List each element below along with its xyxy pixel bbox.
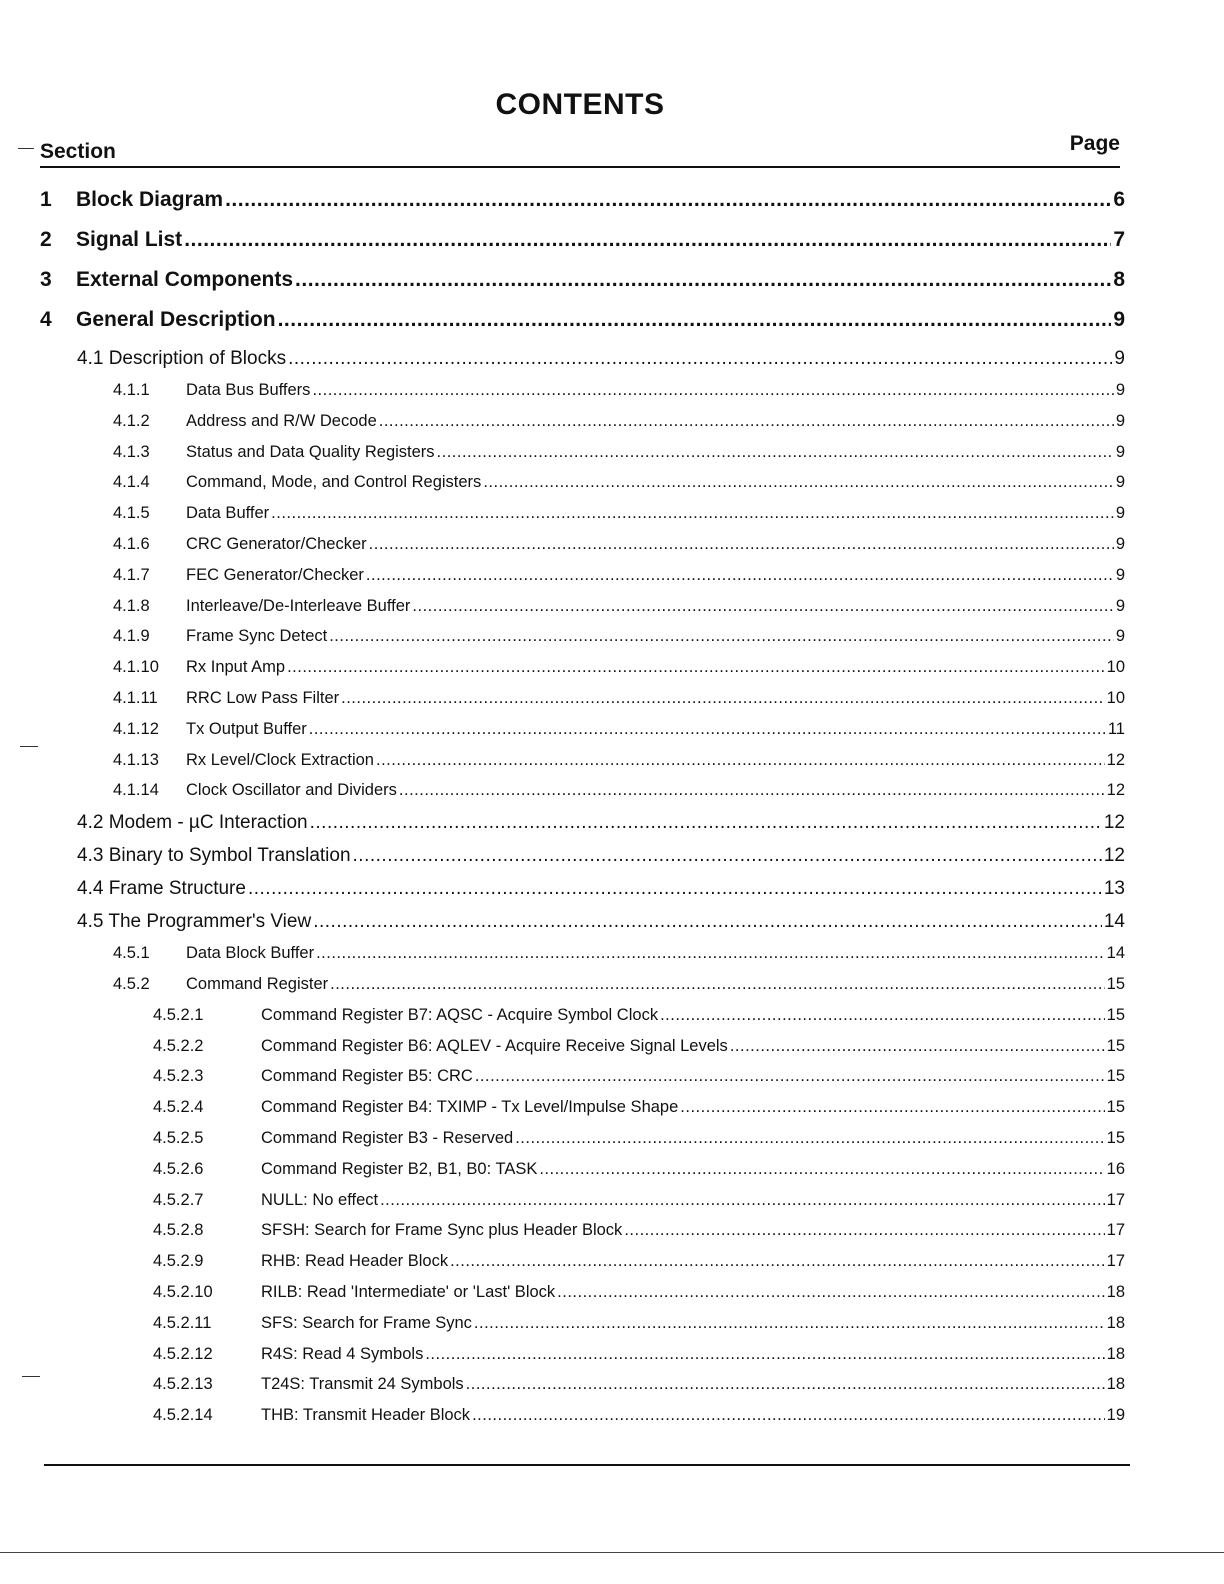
section-column-label: Section <box>40 140 116 163</box>
toc-entry <box>40 1314 1125 1345</box>
toc-entry <box>40 1160 1125 1191</box>
toc-entry-number: 4.1.4 <box>113 473 150 492</box>
toc-entry-title: 4.4 Frame Structure <box>77 878 246 900</box>
toc-entry-title: RRC Low Pass Filter <box>186 688 340 707</box>
dot-leader <box>271 504 1114 523</box>
toc-entry <box>40 1098 1125 1129</box>
dot-leader <box>680 1098 1104 1117</box>
toc-entry-title: External Components <box>76 268 294 291</box>
dot-leader <box>288 348 1112 370</box>
toc-entry-page: 9 <box>1115 596 1125 615</box>
toc-entry <box>40 268 1125 308</box>
toc-entry <box>40 1375 1125 1406</box>
toc-entry-page: 6 <box>1113 188 1125 211</box>
toc-entry-page: 14 <box>1103 911 1125 933</box>
toc-entry-page: 9 <box>1115 442 1125 461</box>
toc-entry-number: 4.5.2.6 <box>153 1159 204 1178</box>
toc-entry-number: 4.5.2.14 <box>153 1406 213 1425</box>
dot-leader <box>450 1252 1105 1271</box>
margin-mark <box>20 746 38 747</box>
dot-leader <box>557 1283 1104 1302</box>
margin-mark <box>18 148 34 149</box>
toc-entry-title: Data Block Buffer <box>186 944 315 963</box>
toc-entry-number: 4.5.2.4 <box>153 1098 204 1117</box>
toc-entry-number: 4 <box>40 308 52 331</box>
toc-entry-number: 4.1.7 <box>113 565 150 584</box>
dot-leader <box>474 1314 1105 1333</box>
toc-entry-title: Command Register B6: AQLEV - Acquire Receive Signal Levels <box>261 1036 728 1055</box>
toc-entry-title: Rx Input Amp <box>186 658 286 677</box>
toc-entry <box>40 1221 1125 1252</box>
toc-entry-number: 4.5.2.9 <box>153 1252 204 1271</box>
toc-entry <box>40 228 1125 268</box>
toc-entry <box>40 1191 1125 1222</box>
toc-entry-number: 4.1.13 <box>113 750 159 769</box>
dot-leader <box>425 1345 1104 1364</box>
toc-entry <box>40 1345 1125 1376</box>
toc-entry-page: 18 <box>1106 1282 1125 1301</box>
toc-header <box>40 130 1120 168</box>
toc-entry-number: 4.1.8 <box>113 596 150 615</box>
toc-entry-title: Command Register B5: CRC <box>261 1067 473 1086</box>
toc-entry-title: Tx Output Buffer <box>186 719 307 738</box>
toc-entry <box>40 566 1125 597</box>
bottom-rule <box>44 1464 1130 1466</box>
toc-entry-title: 4.1 Description of Blocks <box>77 348 287 369</box>
table-of-contents <box>40 188 1125 1437</box>
dot-leader <box>278 308 1112 332</box>
dot-leader <box>248 878 1102 900</box>
page-column-label: Page <box>1069 132 1120 155</box>
dot-leader <box>730 1037 1105 1056</box>
toc-entry-page: 15 <box>1106 1036 1125 1055</box>
toc-entry <box>40 188 1125 228</box>
toc-entry-title: Signal List <box>76 228 183 251</box>
toc-entry <box>40 689 1125 720</box>
toc-entry-page: 10 <box>1106 688 1125 707</box>
dot-leader <box>295 268 1111 292</box>
toc-entry-number: 4.1.3 <box>113 442 150 461</box>
toc-entry-number: 4.1.9 <box>113 627 150 646</box>
toc-entry-page: 15 <box>1106 1128 1125 1147</box>
dot-leader <box>184 228 1111 252</box>
toc-entry <box>40 720 1125 751</box>
dot-leader <box>624 1221 1104 1240</box>
dot-leader <box>539 1160 1104 1179</box>
dot-leader <box>225 188 1111 212</box>
toc-entry-number: 4.1.10 <box>113 658 159 677</box>
toc-entry-page: 16 <box>1106 1159 1125 1178</box>
toc-entry-title: THB: Transmit Header Block <box>261 1406 471 1425</box>
dot-leader <box>329 627 1114 646</box>
dot-leader <box>312 381 1113 400</box>
toc-entry-title: Command, Mode, and Control Registers <box>186 473 482 492</box>
toc-entry <box>40 1006 1125 1037</box>
toc-entry <box>40 1283 1125 1314</box>
toc-entry-title: T24S: Transmit 24 Symbols <box>261 1375 464 1394</box>
toc-entry <box>40 878 1125 911</box>
margin-mark <box>22 1376 40 1377</box>
toc-entry <box>40 1406 1125 1437</box>
toc-entry-number: 4.5.2.7 <box>153 1190 204 1209</box>
toc-entry <box>40 443 1125 474</box>
toc-entry-number: 4.1.14 <box>113 781 159 800</box>
toc-entry-page: 9 <box>1113 308 1125 331</box>
toc-entry-number: 4.5.2.3 <box>153 1067 204 1086</box>
dot-leader <box>316 944 1105 963</box>
toc-entry <box>40 535 1125 566</box>
toc-entry-number: 4.5.2.13 <box>153 1375 213 1394</box>
toc-entry <box>40 308 1125 348</box>
toc-entry-page: 7 <box>1113 228 1125 251</box>
toc-entry-page: 17 <box>1106 1221 1125 1240</box>
page-edge-line <box>0 1552 1224 1553</box>
toc-entry-title: SFSH: Search for Frame Sync plus Header Block <box>261 1221 623 1240</box>
toc-entry-title: 4.2 Modem - µC Interaction <box>77 812 308 834</box>
toc-entry-page: 13 <box>1103 878 1125 900</box>
dot-leader <box>353 845 1102 867</box>
toc-entry <box>40 597 1125 628</box>
toc-entry-page: 12 <box>1106 781 1125 800</box>
toc-entry-number: 4.5.2.10 <box>153 1282 213 1301</box>
toc-entry <box>40 627 1125 658</box>
toc-entry <box>40 781 1125 812</box>
dot-leader <box>379 412 1114 431</box>
dot-leader <box>330 975 1105 994</box>
toc-entry-title: RHB: Read Header Block <box>261 1252 449 1271</box>
toc-entry-page: 19 <box>1106 1406 1125 1425</box>
toc-entry-number: 4.1.5 <box>113 504 150 523</box>
toc-entry <box>40 1067 1125 1098</box>
dot-leader <box>341 689 1105 708</box>
toc-entry-title: 4.3 Binary to Symbol Translation <box>77 845 351 867</box>
toc-entry-title: RILB: Read 'Intermediate' or 'Last' Block <box>261 1282 556 1301</box>
toc-entry-title: Clock Oscillator and Dividers <box>186 781 397 800</box>
dot-leader <box>399 781 1105 800</box>
toc-entry-page: 15 <box>1106 1005 1125 1024</box>
page-title: CONTENTS <box>495 88 665 121</box>
dot-leader <box>475 1067 1105 1086</box>
toc-entry-title: R4S: Read 4 Symbols <box>261 1344 424 1363</box>
dot-leader <box>310 812 1102 834</box>
toc-entry <box>40 1129 1125 1160</box>
toc-entry <box>40 1252 1125 1283</box>
toc-entry-page: 11 <box>1107 719 1125 738</box>
dot-leader <box>412 597 1113 616</box>
toc-entry-title: Data Buffer <box>186 504 270 523</box>
toc-entry-page: 9 <box>1115 473 1125 492</box>
toc-entry-page: 17 <box>1106 1252 1125 1271</box>
toc-entry-number: 3 <box>40 268 52 291</box>
dot-leader <box>380 1191 1105 1210</box>
toc-entry-page: 9 <box>1115 504 1125 523</box>
toc-entry-number: 4.1.1 <box>113 381 150 399</box>
toc-entry-page: 12 <box>1106 750 1125 769</box>
dot-leader <box>483 473 1114 492</box>
toc-entry-page: 18 <box>1106 1313 1125 1332</box>
toc-entry <box>40 473 1125 504</box>
toc-entry-number: 4.5.2.11 <box>153 1313 212 1332</box>
toc-entry-number: 4.1.11 <box>113 688 158 707</box>
toc-entry-page: 15 <box>1106 1098 1125 1117</box>
toc-entry-title: FEC Generator/Checker <box>186 565 364 584</box>
toc-entry-title: Rx Level/Clock Extraction <box>186 750 374 769</box>
toc-entry-page: 14 <box>1106 944 1125 963</box>
toc-entry-number: 4.1.12 <box>113 719 159 738</box>
toc-entry-page: 9 <box>1115 565 1125 584</box>
toc-entry-title: Command Register B7: AQSC - Acquire Symbol Clock <box>261 1005 659 1024</box>
toc-entry-title: General Description <box>76 308 276 331</box>
toc-entry-page: 18 <box>1106 1375 1125 1394</box>
toc-entry-title: Command Register B3 - Reserved <box>261 1128 514 1147</box>
toc-entry-number: 4.5.2.5 <box>153 1128 204 1147</box>
toc-entry-page: 12 <box>1103 845 1125 867</box>
toc-entry-page: 9 <box>1115 534 1125 553</box>
toc-entry-title: Address and R/W Decode <box>186 411 377 430</box>
toc-entry-title: Interleave/De-Interleave Buffer <box>186 596 411 615</box>
toc-entry <box>40 1037 1125 1068</box>
toc-entry-number: 4.5.2.2 <box>153 1036 204 1055</box>
toc-entry-page: 12 <box>1103 812 1125 834</box>
toc-entry <box>40 348 1125 381</box>
dot-leader <box>309 720 1106 739</box>
toc-entry-title: SFS: Search for Frame Sync <box>261 1313 472 1332</box>
toc-entry-page: 9 <box>1115 411 1125 430</box>
dot-leader <box>660 1006 1105 1025</box>
dot-leader <box>515 1129 1104 1148</box>
toc-entry <box>40 911 1125 944</box>
toc-entry-page: 10 <box>1106 658 1125 677</box>
toc-entry <box>40 504 1125 535</box>
toc-entry-number: 4.5.1 <box>113 944 150 963</box>
toc-entry <box>40 751 1125 782</box>
toc-entry <box>40 381 1125 412</box>
toc-entry-title: Status and Data Quality Registers <box>186 442 435 461</box>
dot-leader <box>466 1375 1105 1394</box>
toc-entry-number: 4.1.6 <box>113 534 150 553</box>
dot-leader <box>437 443 1114 462</box>
toc-entry-title: Command Register B2, B1, B0: TASK <box>261 1159 538 1178</box>
toc-entry-number: 1 <box>40 188 52 211</box>
toc-entry-title: Command Register B4: TXIMP - Tx Level/Impulse Shape <box>261 1098 679 1117</box>
toc-entry-number: 4.5.2.12 <box>153 1344 213 1363</box>
toc-entry <box>40 658 1125 689</box>
dot-leader <box>472 1406 1105 1425</box>
dot-leader <box>369 535 1114 554</box>
toc-entry-number: 4.5.2.1 <box>153 1005 204 1024</box>
toc-entry <box>40 944 1125 975</box>
toc-entry-title: Data Bus Buffers <box>186 381 311 399</box>
toc-entry-number: 2 <box>40 228 52 251</box>
toc-entry-title: Command Register <box>186 974 329 993</box>
toc-entry-page: 15 <box>1106 974 1125 993</box>
toc-entry-page: 9 <box>1115 381 1125 399</box>
toc-entry-title: Block Diagram <box>76 188 224 211</box>
toc-entry-page: 17 <box>1106 1190 1125 1209</box>
toc-entry-page: 9 <box>1114 348 1125 369</box>
toc-entry-title: 4.5 The Programmer's View <box>77 911 312 933</box>
toc-entry-number: 4.1.2 <box>113 411 150 430</box>
dot-leader <box>376 751 1105 770</box>
toc-entry <box>40 845 1125 878</box>
toc-entry <box>40 975 1125 1006</box>
toc-entry-title: CRC Generator/Checker <box>186 534 367 553</box>
toc-entry <box>40 412 1125 443</box>
toc-entry-number: 4.5.2 <box>113 974 150 993</box>
toc-entry-page: 9 <box>1115 627 1125 646</box>
dot-leader <box>313 911 1102 933</box>
toc-entry-title: NULL: No effect <box>261 1190 379 1209</box>
toc-entry-title: Frame Sync Detect <box>186 627 328 646</box>
toc-entry <box>40 812 1125 845</box>
toc-entry-page: 8 <box>1113 268 1125 291</box>
dot-leader <box>287 658 1105 677</box>
toc-entry-page: 18 <box>1106 1344 1125 1363</box>
toc-entry-number: 4.5.2.8 <box>153 1221 204 1240</box>
toc-entry-page: 15 <box>1106 1067 1125 1086</box>
dot-leader <box>366 566 1114 585</box>
